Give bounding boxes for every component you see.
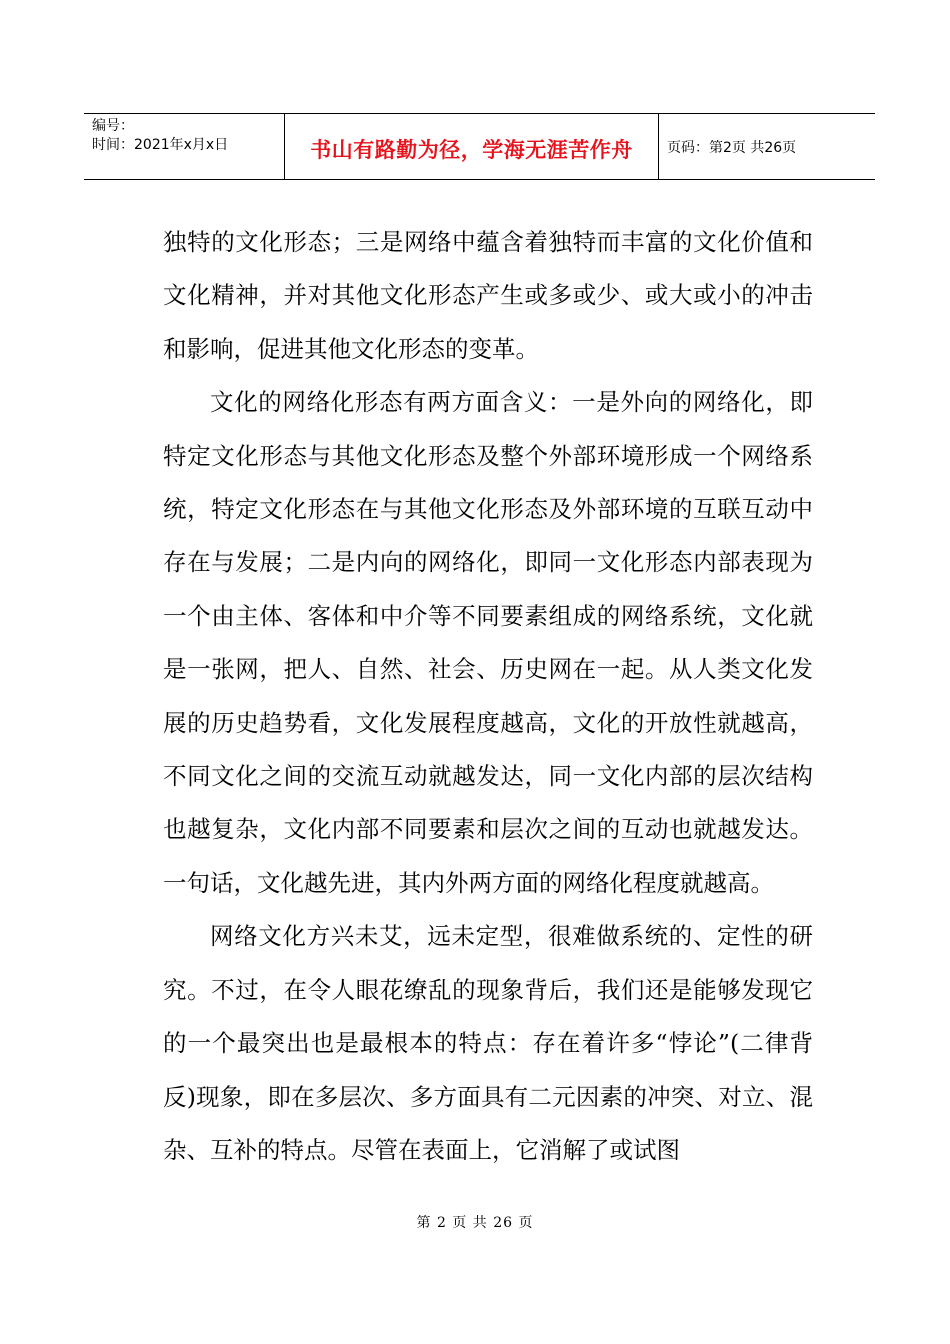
document-number-label: 编号：: [92, 118, 134, 134]
footer-page-number: 第 2 页 共 26 页: [416, 1215, 534, 1231]
page-header: [84, 113, 875, 180]
paragraph: 文化的网络化形态有两方面含义：一是外向的网络化，即特定文化形态与其他文化形态及整个外部环境形成一个网络系统，特定文化形态在与其他文化形态及外部环境的互联互动中存在与发展；二是内向的网络化，即同一文化形态内部表现为一个由主体、客体和中介等不同要素组成的网络系统，文化就是一张网，把人、自然、社会、历史网在一起。从人类文化发展的历史趋势看，文化发展程度越高，文化的开放性就越高，不同文化之间的交流互动就越发达，同一文化内部的层次结构也越复杂，文化内部不同要素和层次之间的互动也就越发达。一句话，文化越先进，其内外两方面的网络化程度就越高。: [163, 388, 813, 897]
header-page-info-cell: [659, 114, 875, 179]
document-body: [163, 216, 813, 1177]
header-motto-cell: [285, 114, 659, 179]
paragraph: 独特的文化形态；三是网络中蕴含着独特而丰富的文化价值和文化精神，并对其他文化形态产生或多或少、或大或小的冲击和影响，促进其他文化形态的变革。: [163, 228, 813, 363]
header-page-info: 页码：第2页 共26页: [667, 139, 797, 156]
paragraph: 网络文化方兴未艾，远未定型，很难做系统的、定性的研究。不过，在令人眼花缭乱的现象背后，我们还是能够发现它的一个最突出也是最根本的特点：存在着许多“悖论”(二律背反)现象，即在多层次、多方面具有二元因素的冲突、对立、混杂、互补的特点。尽管在表面上，它消解了或试图: [163, 922, 813, 1164]
header-motto: 书山有路勤为径，学海无涯苦作舟: [310, 137, 633, 162]
document-time-label: 时间：2021年x月x日: [92, 137, 229, 153]
page-footer: [0, 1212, 950, 1232]
header-meta: [84, 114, 285, 179]
